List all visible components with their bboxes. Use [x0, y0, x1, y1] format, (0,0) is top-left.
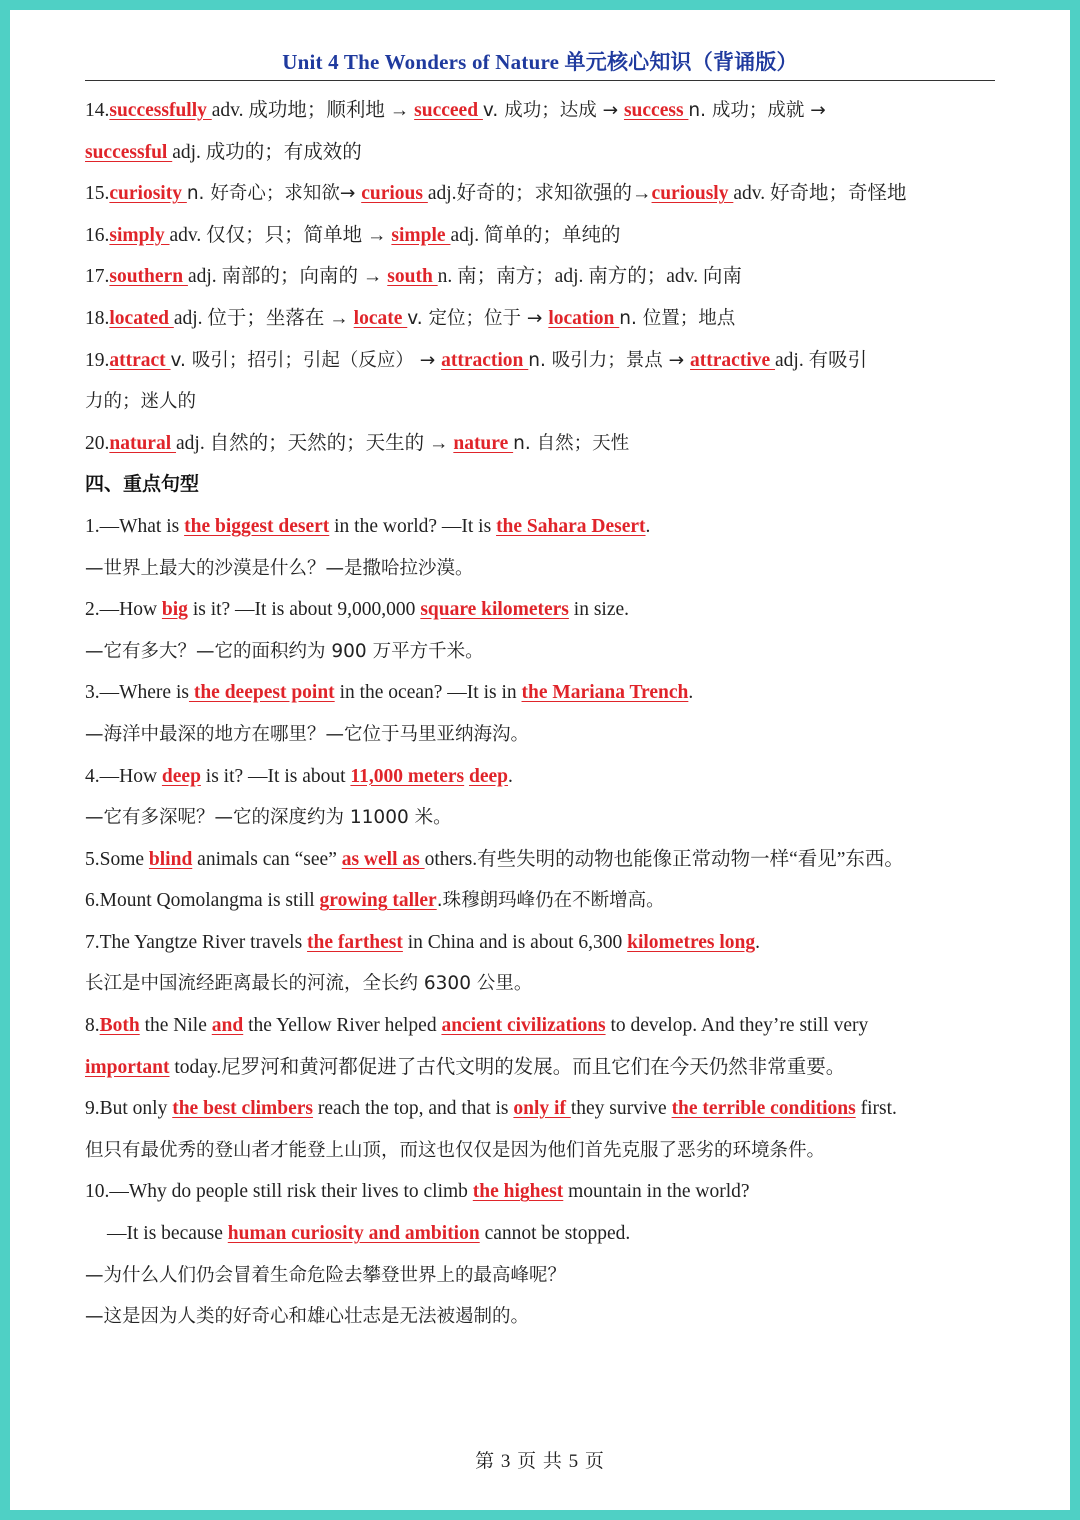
plain-text: —这是因为人类的好奇心和雄心壮志是无法被遏制的。	[85, 1306, 530, 1328]
answer-text: successfully	[109, 100, 212, 121]
text-line	[85, 1130, 1004, 1172]
plain-text: v. 定位；位于 →	[407, 307, 549, 329]
plain-text: n. 好奇心；求知欲→	[186, 183, 362, 205]
plain-text: —它有多深呢？—它的深度约为 11000 米。	[85, 807, 452, 829]
plain-text: adj. 成功的；有成效的	[172, 141, 362, 163]
answer-text: kilometres long	[627, 931, 756, 953]
page-number: 第 3 页 共 5 页	[475, 1451, 605, 1472]
plain-text: 长江是中国流经距离最长的河流，全长约 6300 公里。	[85, 973, 533, 995]
plain-text: animals can “see”	[192, 848, 342, 870]
plain-text: to develop. And they’re still very	[605, 1015, 869, 1037]
text-line	[85, 631, 1004, 673]
text-line	[85, 90, 1004, 132]
plain-text: .	[688, 682, 694, 704]
plain-text: .	[645, 515, 651, 537]
answer-text: nature	[453, 432, 514, 454]
text-line	[85, 1005, 1004, 1047]
text-line	[85, 797, 1004, 839]
header-divider	[85, 80, 995, 81]
answer-text: the highest	[472, 1181, 564, 1203]
answer-text: ancient civilizations	[441, 1015, 606, 1037]
text-line	[85, 714, 1004, 756]
answer-text: as well as	[341, 848, 425, 870]
text-line	[85, 173, 1004, 215]
plain-text: they survive	[570, 1098, 672, 1120]
plain-text: .	[755, 931, 761, 953]
plain-text: 9.But only	[85, 1098, 173, 1120]
answer-text: southern	[109, 266, 188, 288]
plain-text: adv. 仅仅；只；简单地 →	[169, 224, 392, 246]
answer-text: growing taller	[319, 890, 437, 912]
plain-text: the Nile	[139, 1015, 212, 1037]
answer-text: locate	[353, 307, 408, 329]
plain-text: 16.	[85, 224, 110, 246]
answer-text: location	[548, 307, 620, 329]
text-line	[85, 256, 1004, 298]
answer-text: curiosity	[109, 183, 187, 205]
answer-text: the Mariana Trench	[521, 682, 689, 704]
plain-text: v. 成功；达成 →	[482, 100, 624, 121]
plain-text: 17.	[85, 266, 110, 288]
answer-text: successful	[85, 141, 173, 163]
text-line	[85, 132, 1004, 174]
answer-text: and	[211, 1015, 244, 1037]
text-line	[85, 381, 1004, 423]
plain-text: 3.—Where is	[85, 682, 189, 704]
plain-text: 18.	[85, 307, 110, 329]
plain-text: first.	[855, 1098, 897, 1120]
text-line	[85, 1296, 1004, 1338]
plain-text: mountain in the world?	[563, 1181, 750, 1203]
plain-text: adv. 成功地；顺利地 →	[211, 100, 415, 121]
plain-text: 19.	[85, 349, 110, 371]
answer-text: succeed	[414, 100, 483, 121]
plain-text: adj.好奇的；求知欲强的→	[427, 183, 652, 205]
text-line	[85, 880, 1004, 922]
answer-text: natural	[109, 432, 177, 454]
plain-text: in size.	[568, 599, 630, 621]
plain-text: 1.—What is	[85, 515, 185, 537]
answer-text: attract	[109, 349, 171, 371]
answer-text: attractive	[690, 349, 776, 371]
plain-text: —It is because	[107, 1223, 228, 1245]
plain-text: adj. 简单的；单纯的	[450, 224, 621, 246]
plain-text: .	[508, 765, 513, 787]
plain-text: others.有些失明的动物也能像正常动物一样“看见”东西。	[424, 848, 904, 870]
plain-text: n. 自然；天性	[513, 432, 630, 454]
plain-text: n. 成功；成就 →	[688, 100, 826, 121]
plain-text: adj. 有吸引	[775, 349, 868, 371]
plain-text: —世界上最大的沙漠是什么？—是撒哈拉沙漠。	[85, 557, 474, 579]
plain-text: is it? —It is about	[200, 765, 351, 787]
text-line	[85, 1171, 1004, 1213]
plain-text: v. 吸引；招引；引起（反应） →	[170, 349, 442, 371]
answer-text: big	[161, 599, 188, 621]
text-line	[85, 1255, 1004, 1297]
answer-text: blind	[148, 848, 193, 870]
plain-text: —海洋中最深的地方在哪里？—它位于马里亚纳海沟。	[85, 723, 530, 745]
text-line	[85, 756, 1004, 798]
answer-text: success	[623, 100, 689, 121]
text-line	[85, 1213, 1004, 1255]
answer-text: deep	[161, 765, 201, 787]
answer-text: curiously	[651, 183, 734, 205]
text-line	[85, 423, 1004, 465]
plain-text: —它有多大？—它的面积约为 900 万平方千米。	[85, 640, 484, 662]
answer-text: important	[85, 1056, 170, 1078]
plain-text: 7.The Yangtze River travels	[85, 931, 308, 953]
plain-text: adj. 南部的；向南的 →	[187, 266, 388, 288]
plain-text: 4.—How	[85, 765, 162, 787]
plain-text: —为什么人们仍会冒着生命危险去攀登世界上的最高峰呢？	[85, 1264, 567, 1286]
plain-text: n. 吸引力；景点 →	[528, 349, 691, 371]
text-line	[85, 963, 1004, 1005]
text-line	[85, 1088, 1004, 1130]
plain-text: .珠穆朗玛峰仍在不断增高。	[436, 890, 665, 912]
text-line	[85, 672, 1004, 714]
plain-text: 6.Mount Qomolangma is still	[85, 890, 320, 912]
plain-text: 8.	[85, 1015, 100, 1037]
document-body	[85, 90, 1004, 1338]
text-line	[85, 506, 1004, 548]
plain-text: 2.—How	[85, 599, 162, 621]
plain-text: 但只有最优秀的登山者才能登上山顶，而这也仅仅是因为他们首先克服了恶劣的环境条件。	[85, 1139, 826, 1161]
answer-text: deep	[469, 765, 509, 787]
plain-text: 5.Some	[85, 848, 149, 870]
plain-text: adv. 好奇地；奇怪地	[733, 183, 907, 205]
answer-text: only if	[513, 1098, 571, 1120]
text-line	[85, 548, 1004, 590]
plain-text: in the world? —It is	[329, 515, 497, 537]
answer-text: the biggest desert	[184, 515, 330, 537]
text-line	[85, 922, 1004, 964]
answer-text: the farthest	[307, 931, 403, 953]
plain-text: 14.	[85, 100, 110, 121]
answer-text: located	[109, 307, 174, 329]
answer-text: simple	[391, 224, 451, 246]
plain-text: today.尼罗河和黄河都促进了古代文明的发展。而且它们在今天仍然非常重要。	[169, 1056, 846, 1078]
plain-text: 10.—Why do people still risk their lives to climb	[85, 1181, 473, 1203]
answer-text: Both	[99, 1015, 140, 1037]
answer-text: human curiosity and ambition	[227, 1223, 480, 1245]
answer-text: attraction	[441, 349, 529, 371]
answer-text: square kilometers	[420, 599, 569, 621]
text-line	[85, 1047, 1004, 1089]
plain-text: 力的；迷人的	[85, 391, 197, 413]
plain-text: cannot be stopped.	[479, 1223, 631, 1245]
text-line	[85, 298, 1004, 340]
plain-text: the Yellow River helped	[243, 1015, 442, 1037]
plain-text: 15.	[85, 183, 110, 205]
plain-text: 20.	[85, 432, 110, 454]
plain-text: in the ocean? —It is in	[334, 682, 522, 704]
answer-text: simply	[109, 224, 170, 246]
text-line	[85, 340, 1004, 382]
plain-text: adj. 自然的；天然的；天生的 →	[176, 432, 454, 454]
text-line	[85, 589, 1004, 631]
answer-text: the best climbers	[172, 1098, 314, 1120]
answer-text: the deepest point	[188, 682, 335, 704]
text-line	[85, 215, 1004, 257]
plain-text: in China and is about 6,300	[402, 931, 628, 953]
document-page	[10, 10, 1070, 1510]
answer-text: south	[387, 266, 438, 288]
text-line	[85, 839, 1004, 881]
answer-text: the Sahara Desert	[496, 515, 646, 537]
plain-text: adj. 位于；坐落在 →	[173, 307, 354, 329]
plain-text: reach the top, and that is	[313, 1098, 514, 1120]
answer-text: the terrible conditions	[671, 1098, 856, 1120]
plain-text: is it? —It is about 9,000,000	[187, 599, 421, 621]
page-title: Unit 4 The Wonders of Nature 单元核心知识（背诵版）	[282, 50, 798, 74]
answer-text: curious	[361, 183, 428, 205]
section-heading: 四、重点句型	[85, 473, 200, 496]
plain-text: n. 南；南方；adj. 南方的；adv. 向南	[437, 266, 742, 288]
plain-text: n. 位置；地点	[619, 307, 736, 329]
answer-text: 11,000 meters	[350, 765, 465, 787]
